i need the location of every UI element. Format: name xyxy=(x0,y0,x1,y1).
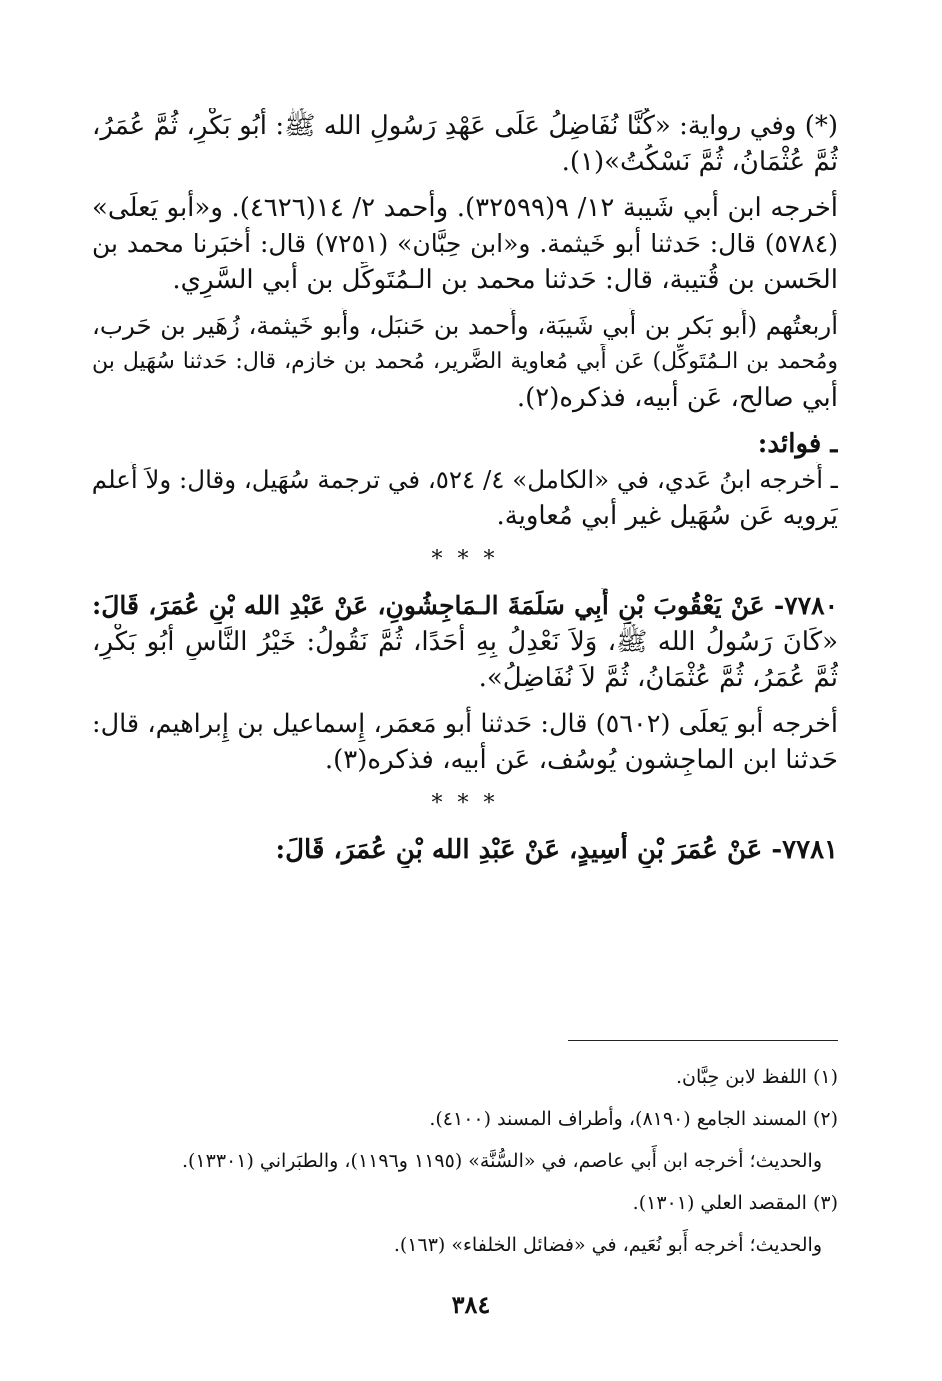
footnote: والحديث؛ أخرجه ابن أَبي عاصم، في «السُّنَّة» (١١٩٥ و١١٩٦)، والطبَراني (١٣٣٠١). xyxy=(181,1150,822,1172)
takhrij-paragraph-2 xyxy=(92,706,838,778)
footnote: (١) اللفظ لابن حِبَّان. xyxy=(675,1066,838,1088)
text-line: أَبي صالح، عَن أَبيه، فذكره(٢). xyxy=(516,383,838,413)
text-line: يَرويه عَن سُهَيل غير أَبي مُعاوية. xyxy=(496,501,838,531)
footnote-divider xyxy=(568,1040,838,1041)
text-line: أخرجه أَبو يَعلَى (٥٦٠٢) قال: حَدثنا أَبو مَعمَر، إِسماعيل بن إِبراهيم، قال: xyxy=(92,709,838,739)
hadith-text-line: «كَانَ رَسُولُ الله ﷺ، وَلاَ نَعْدِلُ بِهِ أَحَدًا، ثُمَّ نَقُولُ: خَيْرُ النَّاسِ أَبُو بَكْرٍ، xyxy=(92,627,838,657)
fawaid-section xyxy=(92,426,838,534)
text-line: ـ أَخرجه ابنُ عَدي، في «الكامل» ٤/ ٥٢٤، في ترجمة سُهَيل، وقال: ولاَ أَعلم xyxy=(92,465,838,494)
text-line: (*) وفي رواية: «كُنَّا نُفَاضِلُ عَلَى عَهْدِ رَسُولِ الله ﷺ: أَبُو بَكْرٍ، ثُمَّ عُمَرُ، xyxy=(92,111,838,141)
hadith-text-line: ٧٧٨٠- عَنْ يَعْقُوبَ بْنِ أَبِي سَلَمَةَ الـمَاجِشُونِ، عَنْ عَبْدِ الله بْنِ عُمَرَ، قَالَ: xyxy=(92,591,838,620)
takhrij-paragraph xyxy=(92,190,838,298)
section-separator: * * * xyxy=(431,791,499,816)
hadith-7780 xyxy=(92,588,838,696)
text-line: أربعتُهم (أَبو بَكر بن أَبي شَيبَة، وأَحمد بن حَنبَل، وأَبو خَيثمة، زُهَير بن حَرب، xyxy=(92,311,838,340)
text-line: ومُحمد بن الـمُتَوكِّل) عَن أَبي مُعاوية الضَّرير، مُحمد بن خازم، قال: حَدثنا سُهَيل بن xyxy=(92,349,838,374)
text-line: الحَسن بن قُتيبة، قال: حَدثنا محمد بن الـمُتَوكِّل بن أَبي السَّرِي. xyxy=(172,265,838,295)
footnote: (٢) المسند الجامع (٨١٩٠)، وأطراف المسند (٤١٠٠). xyxy=(429,1108,838,1130)
hadith-text-line: ثُمَّ عُمَرُ، ثُمَّ عُثْمَانُ، ثُمَّ لاَ نُفَاضِلُ». xyxy=(478,663,838,693)
page-body xyxy=(92,108,838,878)
footnotes xyxy=(92,1040,838,1273)
page-number: ٣٨٤ xyxy=(451,1290,491,1319)
fawaid-heading: ـ فوائد: xyxy=(757,429,838,459)
narrators-paragraph xyxy=(92,308,838,416)
section-separator: * * * xyxy=(431,547,499,572)
footnote: (٣) المقصد العلي (١٣٠١). xyxy=(632,1192,838,1214)
text-line: (٥٧٨٤) قال: حَدثنا أَبو خَيثمة. و«ابن حِبَّان» (٧٢٥١) قال: أَخبَرنا محمد بن xyxy=(92,229,838,258)
text-line: أخرجه ابن أَبي شَيبة ١٢/ ٩(٣٢٥٩٩). وأحمد ٢/ ١٤(٤٦٢٦). و«أبو يَعلَى» xyxy=(92,193,838,223)
text-line: حَدثنا ابن الماجِشون يُوسُف، عَن أَبيه، فذكره(٣). xyxy=(324,745,838,775)
hadith-text-line: ٧٧٨١- عَنْ عُمَرَ بْنِ أَسِيدٍ، عَنْ عَبْدِ الله بْنِ عُمَرَ، قَالَ: xyxy=(275,835,838,865)
text-line: ثُمَّ عُثْمَانُ، ثُمَّ نَسْكُتُ»(١). xyxy=(561,147,838,177)
footnote: والحديث؛ أخرجه أَبو نُعَيم، في «فضائل الخلفاء» (١٦٣). xyxy=(393,1234,822,1256)
hadith-7781 xyxy=(92,832,838,868)
variant-narration xyxy=(92,108,838,180)
